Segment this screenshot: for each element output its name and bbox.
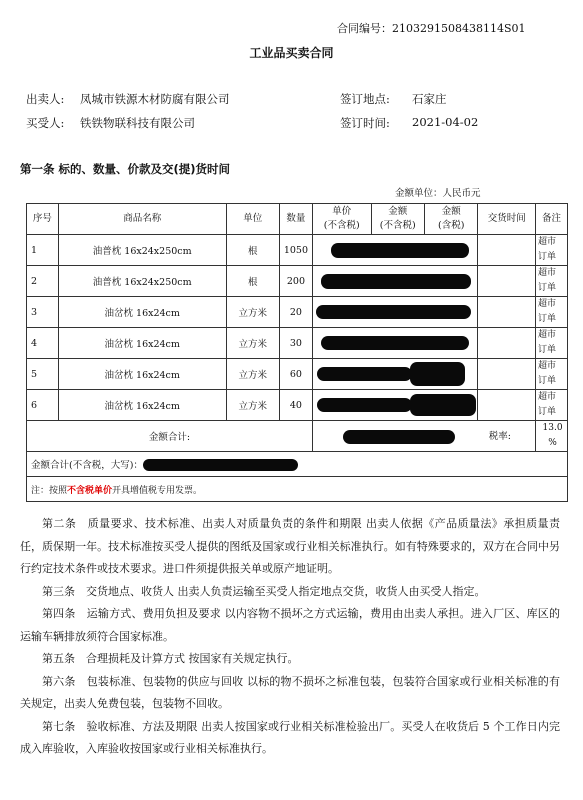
cell-name: 油普枕 16x24x250cm (58, 235, 226, 266)
note-l2: 订单 (538, 345, 557, 355)
amount-in-words-label: 金额合计(不含税，大写)： (31, 459, 143, 471)
cell-unit: 立方米 (226, 328, 279, 359)
table-row (27, 266, 568, 297)
seller-name: 凤城市铁源木材防腐有限公司 (80, 92, 230, 106)
header-qty: 数量 (279, 204, 312, 235)
note-l2: 订单 (538, 376, 557, 386)
table-row (27, 328, 568, 359)
note-l2: 订单 (538, 252, 557, 262)
total-amounts (312, 421, 535, 452)
amount-in-words (27, 452, 568, 477)
header-unit: 单位 (226, 204, 279, 235)
redacted-prices (312, 297, 478, 328)
cell-note (536, 297, 568, 328)
cell-no: 3 (27, 297, 59, 328)
cell-name: 油普枕 16x24x250cm (58, 266, 226, 297)
remark-prefix: 注：按照 (31, 485, 68, 496)
remark (27, 477, 568, 502)
header-price-l1: 单价 (332, 206, 352, 217)
remark-suffix: 开具增值税专用发票。 (112, 485, 203, 496)
note-l2: 订单 (538, 407, 557, 417)
cell-note (536, 359, 568, 390)
total-label: 金额合计: (27, 421, 313, 452)
clause-2: 第二条 质量要求、技术标准、出卖人对质量负责的条件和期限 出卖人依据《产品质量法》承担质量责任，质保期一年。技术标准按买受人提供的图纸及国家或行业相关标准执行。如有特殊要求的，双方在合同中另行约定技术条件或技术要求。进口件须提供报关单或原产地证明。 (20, 517, 560, 575)
cell-unit: 根 (226, 266, 279, 297)
table-row (27, 390, 568, 421)
total-row (27, 421, 568, 452)
clause-7: 第七条 验收标准、方法及期限 出卖人按国家或行业相关标准检验出厂。买受人在收货后 5 个工作日内完成入库验收，入库验收按国家或行业相关标准执行。 (20, 719, 560, 755)
currency-note: 金额单位：人民币元 (395, 188, 481, 199)
tax-rate-l1: 13.0 (542, 423, 563, 433)
redaction-bar (321, 336, 469, 350)
cell-no: 4 (27, 328, 59, 359)
cell-no: 2 (27, 266, 59, 297)
redacted-prices (312, 359, 478, 390)
redaction-bar (410, 362, 465, 386)
contract-number: 合同编号：2103291508438114S01 (337, 22, 526, 35)
redacted-prices (312, 235, 478, 266)
cell-note (536, 266, 568, 297)
cell-unit: 立方米 (226, 297, 279, 328)
cell-qty: 30 (279, 328, 312, 359)
contract-clauses (20, 513, 560, 761)
cell-name: 油岔枕 16x24cm (58, 297, 226, 328)
redaction-bar (143, 459, 298, 471)
redaction-bar (321, 274, 471, 289)
cell-qty: 20 (279, 297, 312, 328)
header-price (312, 204, 371, 235)
cell-name: 油岔枕 16x24cm (58, 390, 226, 421)
cell-unit: 立方米 (226, 390, 279, 421)
seller-label: 出卖人: (26, 92, 65, 106)
cell-unit: 根 (226, 235, 279, 266)
amount-in-words-row (27, 452, 568, 477)
table-row (27, 297, 568, 328)
table-row (27, 235, 568, 266)
cell-unit: 立方米 (226, 359, 279, 390)
redacted-prices (312, 266, 478, 297)
cell-delivery (478, 328, 536, 359)
cell-qty: 40 (279, 390, 312, 421)
header-name: 商品名称 (58, 204, 226, 235)
note-l2: 订单 (538, 283, 557, 293)
note-l1: 超市 (538, 299, 557, 309)
clause-4: 第四条 运输方式、费用负担及要求 以内容物不损坏之方式运输，费用由出卖人承担。进入厂区、库区的运输车辆排放须符合国家标准。 (20, 607, 560, 643)
section-1-title: 第一条 标的、数量、价款及交(提)货时间 (20, 162, 231, 176)
cell-name: 油岔枕 16x24cm (58, 359, 226, 390)
cell-delivery (478, 266, 536, 297)
signing-time-label: 签订时间: (340, 116, 390, 130)
document-title: 工业品买卖合同 (249, 46, 334, 60)
cell-qty: 60 (279, 359, 312, 390)
note-l2: 订单 (538, 314, 557, 324)
table-row (27, 359, 568, 390)
header-amount-ex-l2: (不含税) (379, 220, 416, 231)
header-amount-in-l2: (含税) (438, 220, 465, 231)
tax-rate-l2: % (548, 438, 557, 448)
note-l1: 超市 (538, 330, 557, 340)
cell-delivery (478, 235, 536, 266)
redaction-bar (317, 367, 412, 381)
remark-row (27, 477, 568, 502)
header-price-l2: (不含税) (323, 220, 360, 231)
clause-5: 第五条 合理损耗及计算方式 按国家有关规定执行。 (42, 652, 299, 665)
redaction-bar (317, 398, 412, 412)
header-note: 备注 (536, 204, 568, 235)
redaction-bar (410, 394, 476, 416)
cell-qty: 1050 (279, 235, 312, 266)
redacted-prices (312, 328, 478, 359)
cell-no: 6 (27, 390, 59, 421)
redacted-prices (312, 390, 478, 421)
redaction-bar (343, 430, 455, 444)
clause-3: 第三条 交货地点、收货人 出卖人负责运输至买受人指定地点交货，收货人由买受人指定。 (42, 584, 486, 598)
cell-note (536, 235, 568, 266)
remark-highlight: 不含税单价 (67, 485, 113, 496)
redaction-bar (331, 243, 469, 258)
note-l1: 超市 (538, 268, 557, 278)
header-amount-in-tax (424, 204, 477, 235)
tax-rate-label: 税率: (488, 431, 511, 443)
header-amount-ex-l1: 金额 (388, 206, 408, 217)
buyer-label: 买受人: (26, 116, 65, 130)
cell-no: 1 (27, 235, 59, 266)
cell-qty: 200 (279, 266, 312, 297)
table-header-row (27, 204, 568, 235)
cell-delivery (478, 359, 536, 390)
buyer-name: 铁铁物联科技有限公司 (80, 116, 195, 130)
cell-note (536, 328, 568, 359)
signing-time: 2021-04-02 (412, 115, 479, 129)
goods-table (26, 203, 568, 502)
header-no: 序号 (27, 204, 59, 235)
redaction-bar (316, 305, 471, 319)
cell-delivery (478, 390, 536, 421)
header-delivery-time: 交货时间 (478, 204, 536, 235)
header-amount-in-l1: 金额 (441, 206, 461, 217)
tax-rate-value (536, 421, 568, 452)
cell-delivery (478, 297, 536, 328)
cell-note (536, 390, 568, 421)
note-l1: 超市 (538, 392, 557, 402)
clause-6: 第六条 包装标准、包装物的供应与回收 以标的物不损坏之标准包装，包装符合国家或行业相关标准的有关规定，出卖人免费包装，包装物不回收。 (20, 674, 560, 710)
signing-place: 石家庄 (412, 92, 447, 106)
note-l1: 超市 (538, 361, 557, 371)
header-amount-ex-tax (371, 204, 424, 235)
note-l1: 超市 (538, 237, 557, 247)
signing-place-label: 签订地点: (340, 92, 390, 106)
cell-no: 5 (27, 359, 59, 390)
cell-name: 油岔枕 16x24cm (58, 328, 226, 359)
